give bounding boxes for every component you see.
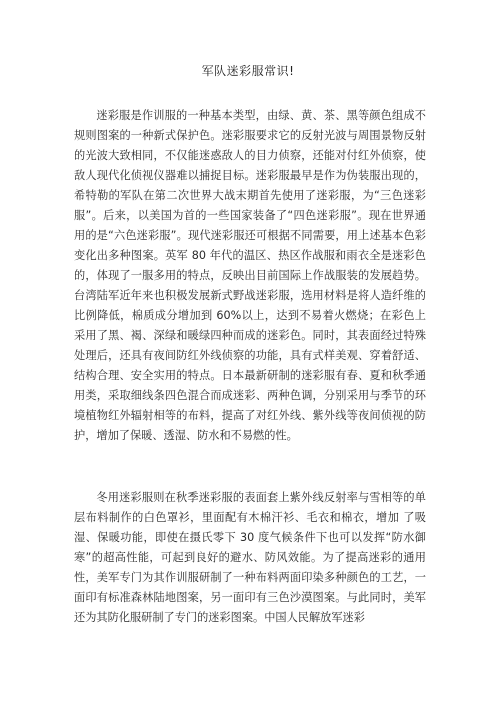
- document-title: 军队迷彩服常识!: [201, 64, 295, 78]
- paragraph-2: 冬用迷彩服则在秋季迷彩服的表面套上紫外线反射率与雪相等的单层布料制作的白色罩衫，里面配有木棉汗衫、毛衣和棉衣，增加 了吸湿、保暖功能，即使在摄氏零下 30 度气候条件下也可以发挥“防水御寒”的超高性能，可起到良好的避水、防风效能。为了提高迷彩的通用性，美军专门为其作训服研制了一种布料两面印染多种颜色的工艺，一面印有标准森林陆地图案，另一面印有三色沙漠图案。与此同时，美军还为其防化服研制了专门的迷彩图案。中国人民解放军迷彩: [74, 491, 426, 624]
- paragraph-1: 迷彩服是作训服的一种基本类型，由绿、黄、茶、黑等颜色组成不规则图案的一种新式保护色。迷彩服要求它的反射光波与周围景物反射的光波大致相同，不仅能迷惑敌人的目力侦察，还能对付红外侦察，使敌人现代化侦视仪器难以捕捉目标。迷彩服最早是作为伪装服出现的，希特勒的军队在第二次世界大战末期首先使用了迷彩服，为“三色迷彩服”。后来，以美国为首的一些国家装备了“四色迷彩服”。现在世界通用的是“六色迷彩服”。现代迷彩服还可根据不同需要，用上述基本色彩变化出多种图案。英军 80 年代的温区、热区作战服和雨衣全是迷彩色的，体现了一服多用的特点，反映出目前国际上作战服装的发展趋势。台湾陆军近年来也积极发展新式野战迷彩服，选用材料是将人造纤维的比例降低，棉质成分增加到 60%以上，达到不易着火燃烧；在彩色上采用了黑、褐、深绿和暖绿四种而成的迷彩色。同时，其表面经过特殊处理后，还具有夜间防红外线侦察的功能，具有式样美观、穿着舒适、结构合理、安全实用的特点。日本最新研制的迷彩服有春、夏和秋季通用类，采取细线条四色混合而成迷彩、两种色调，分别采用与季节的环境植物红外辐射相等的布料，提高了对红外线、紫外线等夜间侦视的防护，增加了保暖、透湿、防水和不易燃的性。: [74, 109, 426, 442]
